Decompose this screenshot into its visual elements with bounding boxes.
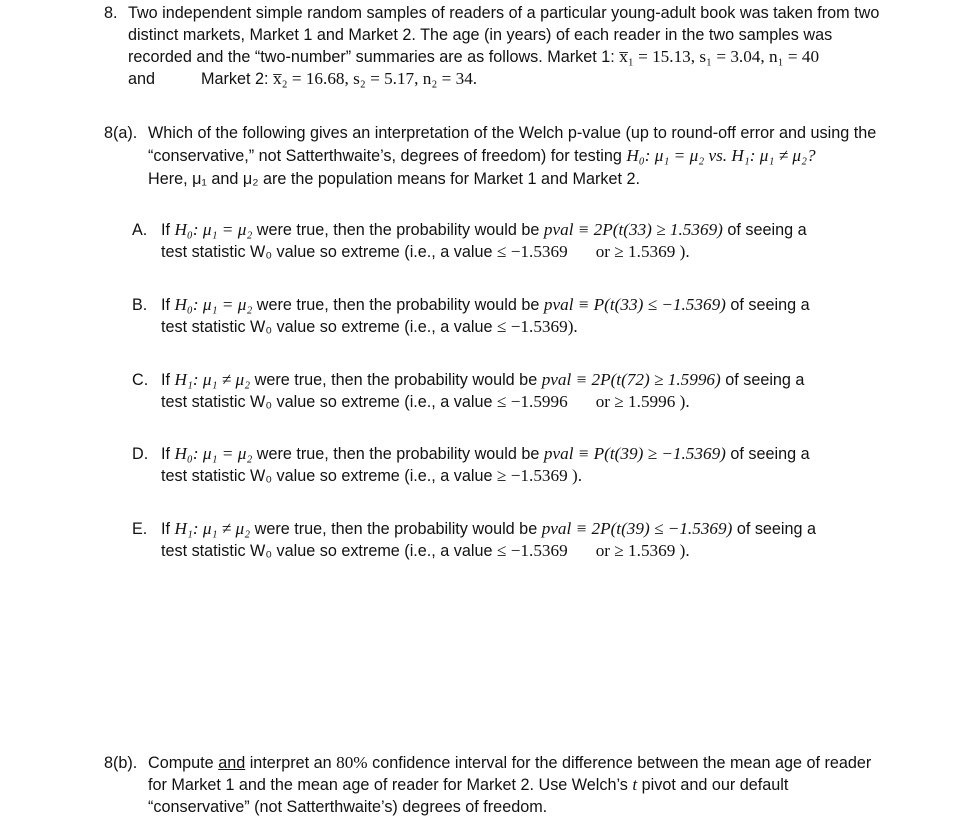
option-range: ≤ −1.5996 bbox=[497, 392, 568, 411]
option-range: or ≥ 1.5996 ). bbox=[595, 392, 690, 411]
option-text: test statistic W₀ value so extreme (i.e., a value bbox=[161, 243, 497, 261]
option-line bbox=[161, 540, 690, 562]
option-letter: B. bbox=[132, 296, 148, 314]
option-letter: E. bbox=[132, 520, 148, 538]
market-2-label: Market 2: bbox=[201, 70, 273, 88]
option-line bbox=[161, 465, 582, 487]
option-line bbox=[161, 219, 807, 241]
hypotheses: H₀: μ₁ = μ₂ vs. H₁: μ₁ ≠ μ₂? bbox=[626, 146, 816, 165]
market-2-line bbox=[201, 68, 477, 90]
option-range: ≤ −1.5369 bbox=[497, 541, 568, 560]
option-if: If bbox=[161, 371, 175, 389]
text-run: confidence interval for the difference between the mean age of reader bbox=[367, 754, 872, 772]
text-run: interpret an bbox=[245, 754, 337, 772]
option-pvalue: pval ≡ P(t(33) ≤ −1.5369) bbox=[543, 295, 726, 314]
option-letter: C. bbox=[132, 371, 149, 389]
option-text: of seeing a bbox=[725, 445, 810, 463]
df-note: “conservative,” not Satterthwaite’s, degrees of freedom) for testing bbox=[148, 147, 627, 165]
option-text: of seeing a bbox=[725, 296, 810, 314]
option-letter: A. bbox=[132, 221, 148, 239]
option-if: If bbox=[161, 520, 175, 538]
option-text: test statistic W₀ value so extreme (i.e., a value bbox=[161, 542, 497, 560]
market-2-summary: x̅₂ = 16.68, s₂ = 5.17, n₂ = 34. bbox=[272, 69, 478, 88]
option-letter: D. bbox=[132, 445, 149, 463]
and-word: and bbox=[128, 70, 156, 88]
text-run: pivot and our default bbox=[637, 776, 789, 794]
text-run: for Market 1 and the mean age of reader for Market 2. Use Welch’s bbox=[148, 776, 633, 794]
option-text: of seeing a bbox=[732, 520, 817, 538]
option-line bbox=[161, 316, 578, 338]
option-if: If bbox=[161, 296, 175, 314]
option-line bbox=[161, 443, 810, 465]
question-label: 8(b). bbox=[104, 754, 138, 772]
option-range: or ≥ 1.5369 ). bbox=[595, 541, 690, 560]
option-text: test statistic W₀ value so extreme (i.e., a value bbox=[161, 467, 497, 485]
option-text: were true, then the probability would be bbox=[250, 520, 542, 538]
option-text: were true, then the probability would be bbox=[252, 445, 544, 463]
question-label: 8(a). bbox=[104, 124, 138, 142]
question-text-line bbox=[128, 68, 155, 90]
question-number: 8. bbox=[104, 4, 118, 22]
option-line bbox=[161, 369, 804, 391]
text-run: Compute bbox=[148, 754, 219, 772]
underlined-and: and bbox=[218, 754, 246, 772]
option-text: of seeing a bbox=[722, 221, 807, 239]
question-text-line: Here, μ₁ and μ₂ are the population means for Market 1 and Market 2. bbox=[148, 170, 640, 188]
option-hypothesis: H₁: μ₁ ≠ μ₂ bbox=[174, 519, 251, 538]
option-line bbox=[161, 241, 690, 263]
option-pvalue: pval ≡ 2P(t(72) ≥ 1.5996) bbox=[541, 370, 721, 389]
question-text-line bbox=[148, 752, 871, 774]
option-if: If bbox=[161, 221, 175, 239]
market-1-summary: x̅₁ = 15.13, s₁ = 3.04, n₁ = 40 bbox=[619, 47, 820, 66]
option-text: test statistic W₀ value so extreme (i.e., a value bbox=[161, 393, 497, 411]
summary-intro: recorded and the “two-number” summaries are as follows. Market 1: bbox=[128, 48, 620, 66]
question-text-line: “conservative” (not Satterthwaite’s) degrees of freedom. bbox=[148, 798, 548, 816]
option-line bbox=[161, 391, 690, 413]
option-hypothesis: H₁: μ₁ ≠ μ₂ bbox=[174, 370, 251, 389]
question-text-line: Which of the following gives an interpretation of the Welch p-value (up to round-off error and using the bbox=[148, 124, 877, 142]
option-text: of seeing a bbox=[720, 371, 805, 389]
option-line bbox=[161, 518, 816, 540]
option-text: test statistic W₀ value so extreme (i.e., a value bbox=[161, 318, 497, 336]
question-text-line bbox=[148, 774, 788, 796]
option-pvalue: pval ≡ 2P(t(33) ≥ 1.5369) bbox=[543, 220, 723, 239]
confidence-level: 80% bbox=[336, 753, 368, 772]
option-line bbox=[161, 294, 810, 316]
question-text-line bbox=[148, 145, 816, 167]
question-text-line bbox=[128, 46, 819, 68]
option-hypothesis: H₀: μ₁ = μ₂ bbox=[174, 295, 253, 314]
option-text: were true, then the probability would be bbox=[252, 221, 544, 239]
option-range: ≤ −1.5369). bbox=[497, 317, 578, 336]
option-pvalue: pval ≡ P(t(39) ≥ −1.5369) bbox=[543, 444, 726, 463]
option-range: ≥ −1.5369 ). bbox=[497, 466, 583, 485]
option-text: were true, then the probability would be bbox=[250, 371, 542, 389]
option-hypothesis: H₀: μ₁ = μ₂ bbox=[174, 444, 253, 463]
question-text-line: distinct markets, Market 1 and Market 2. The age (in years) of each reader in the two samples was bbox=[128, 26, 833, 44]
option-pvalue: pval ≡ 2P(t(39) ≤ −1.5369) bbox=[541, 519, 733, 538]
option-range: or ≥ 1.5369 ). bbox=[595, 242, 690, 261]
t-symbol: t bbox=[632, 775, 638, 794]
option-text: were true, then the probability would be bbox=[252, 296, 544, 314]
option-hypothesis: H₀: μ₁ = μ₂ bbox=[174, 220, 253, 239]
question-text-line: Two independent simple random samples of readers of a particular young-adult book was taken from two bbox=[128, 4, 880, 22]
option-range: ≤ −1.5369 bbox=[497, 242, 568, 261]
option-if: If bbox=[161, 445, 175, 463]
